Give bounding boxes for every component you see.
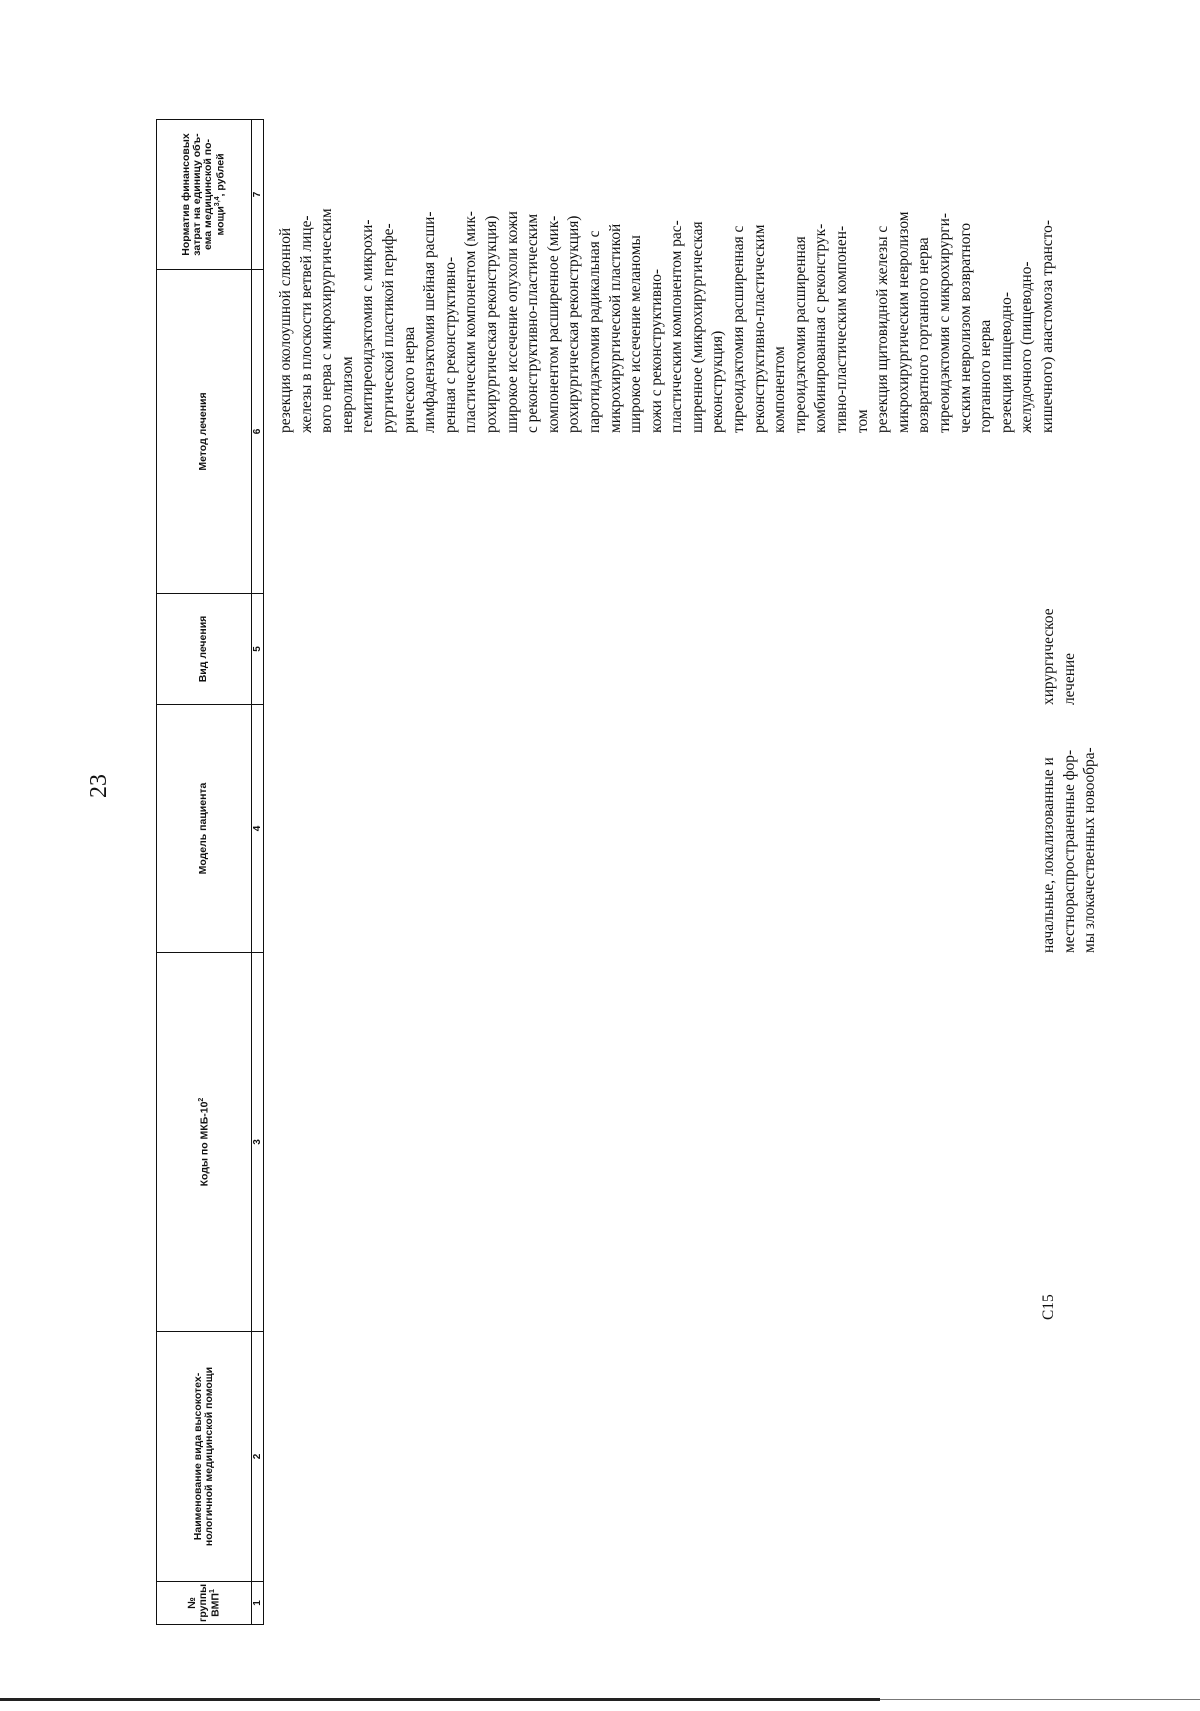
- header-patient-model: Модель пациента: [157, 705, 252, 953]
- patient-model-line: начальные, локализованные и: [1040, 757, 1057, 953]
- header-vmp-name: Наименование вида высокотех- нологичной медицинской помощи: [157, 1332, 252, 1582]
- method-line: гортанного нерва: [977, 319, 995, 433]
- method-line: широкое иссечение опухоли кожи: [503, 211, 521, 433]
- column-number: 6: [252, 270, 264, 594]
- method-line: возвратного гортанного нерва: [915, 237, 933, 433]
- rotated-page-content: [156, 120, 1200, 1625]
- treatment-methods-list: [276, 183, 1059, 433]
- method-line: железы в плоскости ветвей лице-: [297, 215, 315, 433]
- method-line: ширенное (микрохирургическая: [688, 221, 706, 433]
- treatment-type-line: лечение: [1060, 652, 1078, 705]
- header-treatment-type: Вид лечения: [157, 594, 252, 705]
- method-line: с реконструктивно-пластическим: [524, 213, 542, 433]
- method-line: рургической пластикой перифе-: [379, 223, 397, 433]
- method-line: резекция пищеводно-: [997, 292, 1015, 433]
- method-line: широкое иссечение меланомы: [627, 235, 645, 433]
- method-line: тиреоидэктомия расширенная: [791, 236, 809, 433]
- method-line: кишечного) анастомоза трансто-: [1038, 220, 1056, 433]
- method-line: гемитиреоидэктомия с микрохи-: [359, 219, 377, 433]
- page-number: 23: [86, 774, 112, 798]
- column-number: 1: [252, 1582, 264, 1625]
- method-line: рохирургическая реконструкция): [482, 215, 500, 433]
- header-treatment-method: Метод лечения: [157, 270, 252, 594]
- treatment-type-line: хирургическое: [1040, 608, 1057, 705]
- header-group-number: № группы ВМП$^1$: [157, 1582, 252, 1625]
- patient-model-line: мы злокачественных новообра-: [1081, 747, 1099, 953]
- method-line: резекция околоушной слюнной: [277, 227, 294, 433]
- column-number: 4: [252, 705, 264, 953]
- header-row: [157, 120, 252, 1625]
- column-number: 7: [252, 120, 264, 270]
- column-number: 3: [252, 953, 264, 1332]
- method-line: комбинированная с реконструк-: [812, 223, 830, 433]
- treatment-type-c15: [1039, 608, 1080, 705]
- header-icd-codes: Коды по МКБ-$10^2$: [157, 953, 252, 1332]
- patient-model-line: местнораспространенные фор-: [1060, 749, 1078, 953]
- method-line: реконструкция): [709, 330, 727, 433]
- method-line: том: [853, 409, 871, 433]
- method-line: вого нерва с микрохирургическим: [318, 208, 336, 433]
- patient-model-c15: [1039, 747, 1101, 953]
- method-line: микрохирургической пластикой: [606, 223, 624, 433]
- scan-edge-line: [0, 1698, 880, 1701]
- method-line: желудочного (пищеводно-: [1018, 261, 1036, 433]
- column-number-row: [252, 120, 264, 1625]
- method-line: тиреоидэктомия с микрохирурги-: [936, 213, 953, 433]
- vmp-table: [156, 119, 264, 1625]
- column-number: 5: [252, 594, 264, 705]
- method-line: компонентом расширенное (мик-: [544, 215, 562, 433]
- method-line: тивно-пластическим компонен-: [833, 225, 851, 433]
- method-line: реконструктивно-пластическим: [750, 224, 768, 433]
- method-line: ческим невролизом возвратного: [956, 222, 974, 433]
- method-line: пластическим компонентом рас-: [668, 220, 686, 433]
- method-line: невролизом: [338, 356, 356, 433]
- header-cost-standard: Норматив финансовых затрат на единицу объ- ема медицинской по- мощи$^{3,4}$, рублей: [157, 120, 252, 270]
- method-line: пластическим компонентом (мик-: [462, 211, 480, 433]
- icd-code-c15: C15: [1040, 1294, 1057, 1320]
- method-line: ренная с реконструктивно-: [441, 256, 459, 433]
- column-number: 2: [252, 1332, 264, 1582]
- scan-edge-line: [880, 1699, 1200, 1700]
- method-line: паротидэктомия радикальная с: [585, 230, 603, 433]
- method-line: рохирургическая реконструкция): [565, 215, 583, 433]
- method-line: резекция щитовидной железы с: [874, 225, 892, 433]
- method-line: рического нерва: [400, 326, 418, 433]
- method-line: кожи с реконструктивно-: [647, 268, 665, 433]
- method-line: микрохирургическим невролизом: [894, 211, 912, 433]
- method-line: лимфаденэктомия шейная расши-: [421, 211, 439, 433]
- method-line: компонентом: [771, 346, 789, 433]
- method-line: тиреоидэктомия расширенная с: [730, 225, 748, 433]
